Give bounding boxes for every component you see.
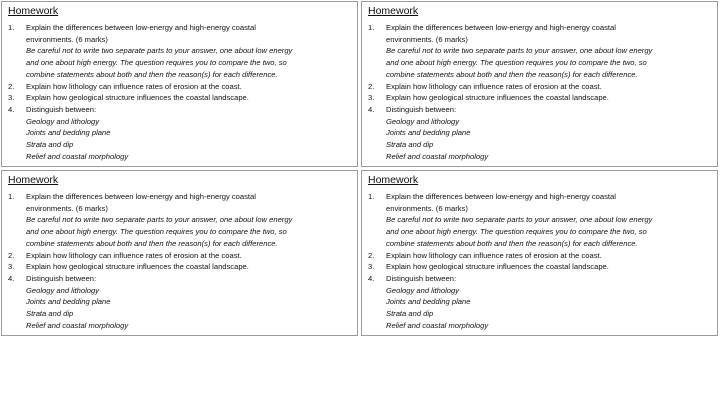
subtopic-item: Relief and coastal morphology: [26, 151, 129, 161]
question-text: Explain how geological structure influences the coastal landscape.: [386, 93, 609, 103]
question-number: 2.: [8, 81, 15, 91]
homework-card-bottom-right: [361, 170, 718, 336]
question-number: 2.: [368, 81, 375, 91]
question-text: Explain the differences between low-energy and high-energy coastal: [26, 192, 256, 201]
question-note: and one about high energy. The question requires you to compare the two, so: [26, 58, 287, 68]
question-4: [8, 104, 351, 163]
question-number: 4.: [368, 273, 375, 283]
question-number: 1.: [368, 192, 375, 201]
question-text-cont: environments. (6 marks): [26, 203, 108, 213]
question-note: Be careful not to write two separate parts to your answer, one about low energy: [26, 215, 293, 225]
subtopic-item: Geology and lithology: [26, 285, 100, 295]
question-1: [368, 22, 711, 81]
question-text-cont: environments. (6 marks): [26, 34, 108, 44]
question-note: and one about high energy. The question requires you to compare the two, so: [386, 58, 647, 68]
question-number: 1.: [368, 23, 375, 32]
subtopic-item: Joints and bedding plane: [386, 297, 471, 307]
question-3: [8, 261, 351, 273]
question-1: [8, 22, 351, 81]
question-note: Be careful not to write two separate parts to your answer, one about low energy: [386, 215, 653, 225]
question-2: [368, 81, 711, 93]
question-text: Explain how geological structure influences the coastal landscape.: [26, 93, 249, 103]
question-number: 1.: [8, 192, 15, 201]
subtopic-item: Strata and dip: [26, 309, 74, 319]
question-text-cont: environments. (6 marks): [386, 34, 468, 44]
question-number: 1.: [8, 23, 15, 32]
question-text: Distinguish between:: [386, 273, 457, 283]
question-number: 3.: [8, 93, 15, 103]
subtopic-item: Joints and bedding plane: [26, 128, 111, 138]
question-text: Explain how lithology can influence rates of erosion at the coast.: [26, 81, 242, 91]
question-note: combine statements about both and then the reason(s) for each difference.: [26, 238, 278, 248]
question-4: [8, 273, 351, 332]
subtopic-item: Joints and bedding plane: [386, 128, 471, 138]
question-number: 4.: [8, 104, 15, 114]
question-1: [8, 191, 351, 250]
question-3: [8, 92, 351, 104]
question-note: combine statements about both and then the reason(s) for each difference.: [386, 69, 638, 79]
question-note: Be careful not to write two separate parts to your answer, one about low energy: [386, 46, 653, 56]
homework-card-bottom-left: [1, 170, 358, 336]
question-note: combine statements about both and then the reason(s) for each difference.: [386, 238, 638, 248]
question-text: Distinguish between:: [386, 104, 457, 114]
question-text: Explain the differences between low-energy and high-energy coastal: [26, 23, 256, 32]
homework-card-top-right: [361, 1, 718, 167]
question-3: [368, 92, 711, 104]
question-2: [368, 250, 711, 262]
question-4: [368, 273, 711, 332]
subtopic-item: Strata and dip: [26, 140, 74, 150]
card-title: Homework: [8, 5, 59, 17]
question-text: Explain how geological structure influences the coastal landscape.: [386, 262, 609, 272]
question-text: Explain the differences between low-energy and high-energy coastal: [386, 23, 616, 32]
subtopic-item: Relief and coastal morphology: [386, 151, 489, 161]
question-note: and one about high energy. The question requires you to compare the two, so: [386, 227, 647, 237]
question-3: [368, 261, 711, 273]
question-note: and one about high energy. The question requires you to compare the two, so: [26, 227, 287, 237]
subtopic-item: Geology and lithology: [386, 116, 460, 126]
question-number: 2.: [368, 250, 375, 260]
question-2: [8, 250, 351, 262]
card-title: Homework: [368, 5, 419, 17]
question-text: Explain how lithology can influence rates of erosion at the coast.: [26, 250, 242, 260]
question-text: Distinguish between:: [26, 273, 97, 283]
question-text: Distinguish between:: [26, 104, 97, 114]
question-note: combine statements about both and then the reason(s) for each difference.: [26, 69, 278, 79]
question-2: [8, 81, 351, 93]
question-text-cont: environments. (6 marks): [386, 203, 468, 213]
homework-card-top-left: [1, 1, 358, 167]
question-text: Explain how lithology can influence rates of erosion at the coast.: [386, 250, 602, 260]
question-4: [368, 104, 711, 163]
question-text: Explain the differences between low-energy and high-energy coastal: [386, 192, 616, 201]
question-1: [368, 191, 711, 250]
subtopic-item: Joints and bedding plane: [26, 297, 111, 307]
question-note: Be careful not to write two separate parts to your answer, one about low energy: [26, 46, 293, 56]
subtopic-item: Strata and dip: [386, 140, 434, 150]
question-number: 3.: [8, 262, 15, 272]
question-number: 4.: [8, 273, 15, 283]
question-number: 3.: [368, 262, 375, 272]
question-list: [8, 22, 351, 162]
card-title: Homework: [8, 174, 59, 186]
question-text: Explain how lithology can influence rates of erosion at the coast.: [386, 81, 602, 91]
question-number: 4.: [368, 104, 375, 114]
question-number: 3.: [368, 93, 375, 103]
subtopic-item: Relief and coastal morphology: [26, 320, 129, 330]
subtopic-item: Geology and lithology: [386, 285, 460, 295]
subtopic-item: Relief and coastal morphology: [386, 320, 489, 330]
question-text: Explain how geological structure influences the coastal landscape.: [26, 262, 249, 272]
question-list: [368, 22, 711, 162]
question-number: 2.: [8, 250, 15, 260]
question-list: [368, 191, 711, 331]
subtopic-item: Strata and dip: [386, 309, 434, 319]
subtopic-item: Geology and lithology: [26, 116, 100, 126]
card-title: Homework: [368, 174, 419, 186]
question-list: [8, 191, 351, 331]
